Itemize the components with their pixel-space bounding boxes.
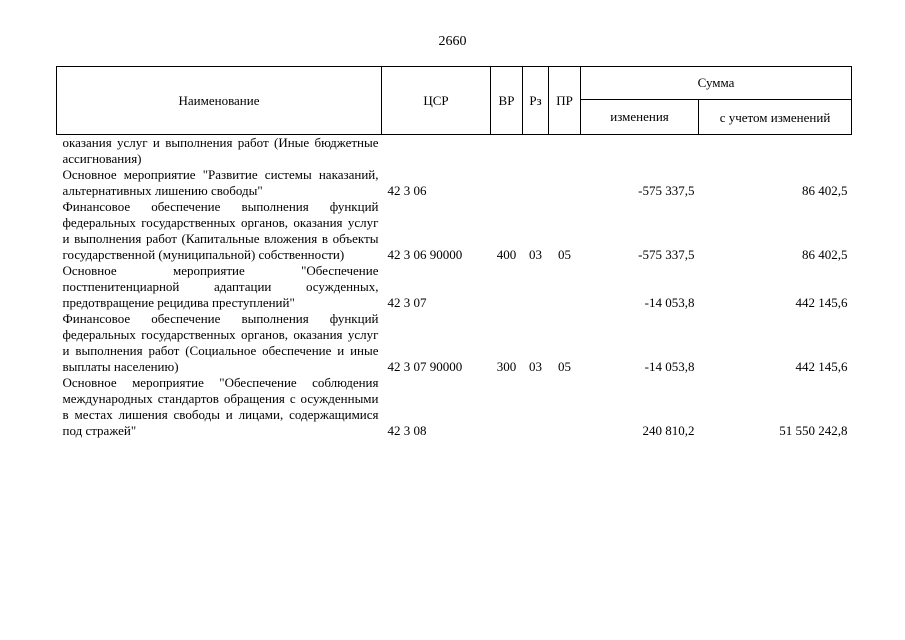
row-changes — [581, 135, 699, 168]
table-row — [57, 375, 852, 439]
header-pr: ПР — [549, 67, 581, 135]
row-changes: -575 337,5 — [638, 183, 695, 198]
budget-table — [56, 66, 852, 439]
table-row — [57, 199, 852, 263]
table-header — [57, 67, 852, 135]
row-name: Финансовое обеспечение выполнения функций федеральных государственных органов, оказания услуг и выполнения работ (Капитальные вложения в объекты государственной (муниципальной) собственности) — [62, 199, 379, 262]
row-pr: 05 — [558, 359, 571, 374]
row-with-changes: 442 145,6 — [795, 359, 848, 374]
table-row — [57, 263, 852, 311]
row-csr: 42 3 06 90000 — [387, 247, 463, 262]
row-rz: 03 — [529, 247, 542, 262]
page-number: 2660 — [438, 34, 467, 49]
row-with-changes: 86 402,5 — [802, 247, 848, 262]
row-vr — [491, 135, 523, 168]
row-vr: 300 — [496, 359, 517, 374]
row-name: Основное мероприятие "Развитие системы наказаний, альтернативных лишению свободы" — [62, 167, 379, 198]
row-pr — [549, 263, 581, 311]
row-vr — [491, 167, 523, 199]
header-vr: ВР — [491, 67, 523, 135]
table-row — [57, 311, 852, 375]
row-pr: 05 — [558, 247, 571, 262]
row-changes: -14 053,8 — [644, 295, 695, 310]
table-row — [57, 135, 852, 168]
row-vr — [491, 375, 523, 439]
row-csr — [382, 135, 491, 168]
header-csr: ЦСР — [382, 67, 491, 135]
row-pr — [549, 135, 581, 168]
row-changes: 240 810,2 — [642, 423, 695, 438]
row-changes: -575 337,5 — [638, 247, 695, 262]
header-name: Наименование — [57, 67, 382, 135]
row-with-changes — [699, 135, 852, 168]
row-rz: 03 — [529, 359, 542, 374]
header-sum: Сумма — [581, 67, 852, 100]
row-csr: 42 3 08 — [387, 423, 427, 438]
row-name: Основное мероприятие "Обеспечение соблюдения международных стандартов обращения с осужденными в местах лишения свободы и лицами, содержащимися под стражей" — [62, 375, 379, 438]
row-name: Финансовое обеспечение выполнения функций федеральных государственных органов, оказания услуг и выполнения работ (Социальное обеспечение и иные выплаты населению) — [62, 311, 379, 374]
row-vr: 400 — [496, 247, 517, 262]
header-with-changes: с учетом изменений — [699, 100, 852, 135]
row-changes: -14 053,8 — [644, 359, 695, 374]
row-csr: 42 3 07 — [387, 295, 427, 310]
header-rz: Рз — [523, 67, 549, 135]
row-csr: 42 3 06 — [387, 183, 427, 198]
row-with-changes: 442 145,6 — [795, 295, 848, 310]
row-name: оказания услуг и выполнения работ (Иные бюджетные ассигнования) — [62, 135, 379, 166]
row-csr: 42 3 07 90000 — [387, 359, 463, 374]
table-row — [57, 167, 852, 199]
row-with-changes: 86 402,5 — [802, 183, 848, 198]
header-changes: изменения — [581, 100, 699, 135]
row-pr — [549, 375, 581, 439]
row-pr — [549, 167, 581, 199]
row-rz — [523, 135, 549, 168]
row-vr — [491, 263, 523, 311]
row-with-changes: 51 550 242,8 — [779, 423, 848, 438]
row-rz — [523, 167, 549, 199]
row-rz — [523, 375, 549, 439]
row-rz — [523, 263, 549, 311]
row-name: Основное мероприятие "Обеспечение постпенитенциарной адаптации осужденных, предотвращение рецидива преступлений" — [62, 263, 379, 310]
